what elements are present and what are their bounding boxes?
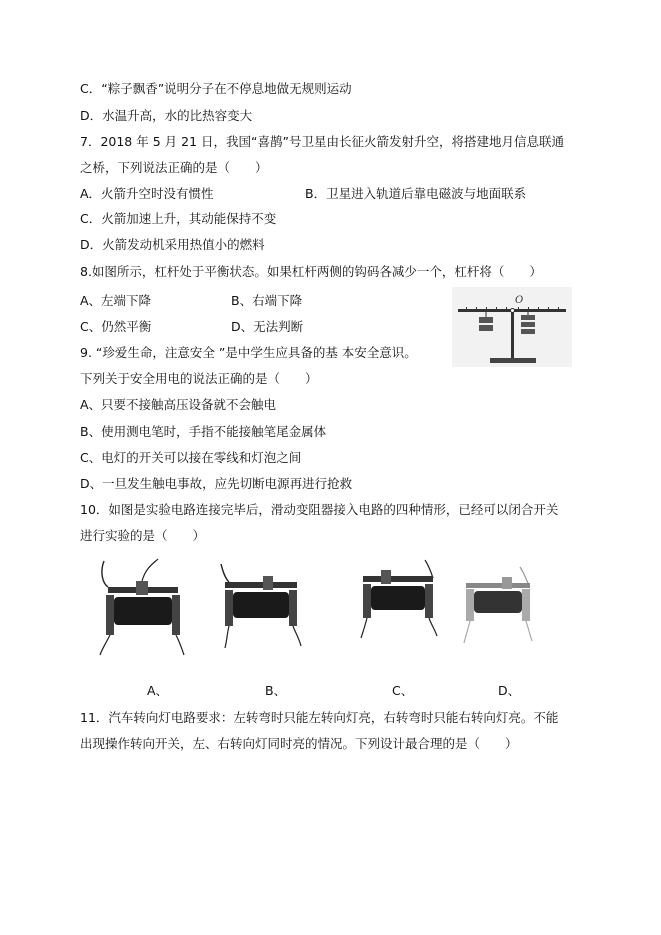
rheostat-label-d: D、: [498, 683, 521, 698]
q8-option-b: B、右端下降: [231, 293, 303, 308]
rheostat-label-a: A、: [147, 683, 169, 698]
q8-option-c: C、仍然平衡: [80, 319, 152, 334]
q10-stem-line2: 进行实验的是（ ）: [80, 528, 206, 543]
q9-stem-line2: 下列关于安全用电的说法正确的是（ ）: [80, 371, 318, 386]
q11-stem-line2: 出现操作转向开关，左、右转向灯同时亮的情况。下列设计最合理的是（ ）: [80, 736, 518, 751]
q7-option-d: D．火箭发动机采用热值小的燃料: [80, 237, 265, 252]
q7-option-c: C．火箭加速上升，其动能保持不变: [80, 211, 277, 226]
q6-option-c: C．“粽子飘香”说明分子在不停息地做无规则运动: [80, 81, 352, 96]
q10-stem-line1: 10．如图是实验电路连接完毕后，滑动变阻器接入电路的四种情形，已经可以闭合开关: [80, 502, 559, 517]
q9-stem-line1: 9. “珍爱生命，注意安全 ”是中学生应具备的基 本安全意识。: [80, 345, 417, 360]
q7-option-a: A．火箭升空时没有惯性: [80, 186, 214, 201]
q7-option-b: B．卫星进入轨道后靠电磁波与地面联系: [305, 186, 527, 201]
q6-option-d: D．水温升高，水的比热容变大: [80, 108, 253, 123]
rheostat-figure-d: [458, 565, 538, 645]
q8-stem: 8.如图所示，杠杆处于平衡状态。如果杠杆两侧的钩码各减少一个，杠杆将（ ）: [80, 264, 542, 279]
rheostat-label-b: B、: [265, 683, 287, 698]
rheostat-figure-b: [215, 562, 303, 650]
rheostat-label-c: C、: [392, 683, 414, 698]
q8-option-a: A、左端下降: [80, 293, 152, 308]
fulcrum-label: O: [515, 295, 524, 306]
rheostat-figure-a: [96, 557, 188, 657]
q9-option-b: B、使用测电笔时，手指不能接触笔尾金属体: [80, 424, 327, 439]
q9-option-d: D、一旦发生触电事故，应先切断电源再进行抢救: [80, 476, 353, 491]
q7-stem-line2: 之桥，下列说法正确的是（ ）: [80, 160, 268, 175]
q8-option-d: D、无法判断: [231, 319, 304, 334]
rheostat-figure-c: [355, 558, 440, 640]
q9-option-a: A、只要不接触高压设备就不会触电: [80, 397, 277, 412]
q7-stem-line1: 7．2018 年 5 月 21 日，我国“喜鹊”号卫星由长征火箭发射升空，将搭建地月信息联通: [80, 134, 564, 149]
q9-option-c: C、电灯的开关可以接在零线和灯泡之间: [80, 450, 302, 465]
lever-figure: [452, 287, 572, 367]
q11-stem-line1: 11．汽车转向灯电路要求：左转弯时只能左转向灯亮，右转弯时只能右转向灯亮。不能: [80, 710, 559, 725]
